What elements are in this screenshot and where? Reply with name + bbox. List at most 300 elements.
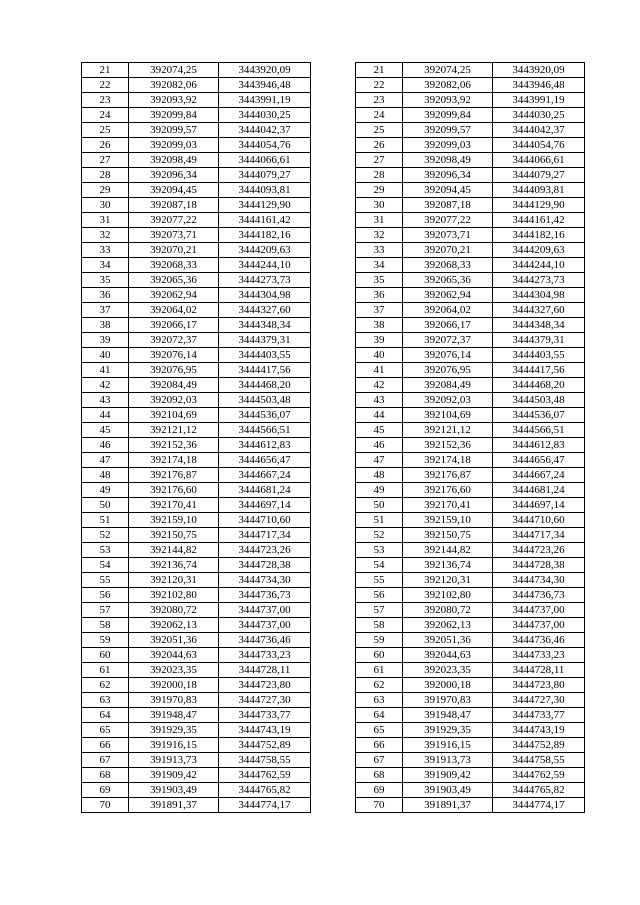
x-coordinate-cell: 392092,03 (403, 393, 493, 408)
table-row (82, 453, 585, 468)
table-row (82, 663, 585, 678)
column-gap (311, 618, 356, 633)
x-coordinate-cell: 392065,36 (403, 273, 493, 288)
point-number-cell: 65 (356, 723, 403, 738)
point-number-cell: 58 (82, 618, 129, 633)
y-coordinate-cell: 3444717,34 (219, 528, 311, 543)
x-coordinate-cell: 392066,17 (403, 318, 493, 333)
x-coordinate-cell: 392000,18 (129, 678, 219, 693)
column-gap (311, 558, 356, 573)
table-row (82, 288, 585, 303)
point-number-cell: 43 (356, 393, 403, 408)
table-row (82, 678, 585, 693)
x-coordinate-cell: 391909,42 (129, 768, 219, 783)
x-coordinate-cell: 391903,49 (403, 783, 493, 798)
table-row (82, 393, 585, 408)
x-coordinate-cell: 392176,60 (403, 483, 493, 498)
x-coordinate-cell: 392051,36 (129, 633, 219, 648)
y-coordinate-cell: 3444093,81 (493, 183, 585, 198)
y-coordinate-cell: 3444503,48 (493, 393, 585, 408)
x-coordinate-cell: 392093,92 (129, 93, 219, 108)
point-number-cell: 26 (82, 138, 129, 153)
x-coordinate-cell: 392094,45 (129, 183, 219, 198)
point-number-cell: 47 (356, 453, 403, 468)
y-coordinate-cell: 3443991,19 (219, 93, 311, 108)
y-coordinate-cell: 3444093,81 (219, 183, 311, 198)
point-number-cell: 59 (82, 633, 129, 648)
point-number-cell: 51 (356, 513, 403, 528)
x-coordinate-cell: 392044,63 (129, 648, 219, 663)
point-number-cell: 48 (356, 468, 403, 483)
x-coordinate-cell: 392084,49 (129, 378, 219, 393)
y-coordinate-cell: 3444348,34 (219, 318, 311, 333)
point-number-cell: 53 (82, 543, 129, 558)
column-gap (311, 498, 356, 513)
point-number-cell: 70 (82, 798, 129, 813)
table-row (82, 513, 585, 528)
column-gap (311, 348, 356, 363)
table-row (82, 783, 585, 798)
point-number-cell: 56 (82, 588, 129, 603)
y-coordinate-cell: 3444765,82 (219, 783, 311, 798)
point-number-cell: 49 (82, 483, 129, 498)
x-coordinate-cell: 392072,37 (129, 333, 219, 348)
y-coordinate-cell: 3444403,55 (493, 348, 585, 363)
column-gap (311, 63, 356, 78)
point-number-cell: 69 (82, 783, 129, 798)
point-number-cell: 38 (356, 318, 403, 333)
table-row (82, 228, 585, 243)
x-coordinate-cell: 392099,57 (129, 123, 219, 138)
point-number-cell: 66 (82, 738, 129, 753)
x-coordinate-cell: 392174,18 (403, 453, 493, 468)
x-coordinate-cell: 391909,42 (403, 768, 493, 783)
x-coordinate-cell: 392176,87 (129, 468, 219, 483)
point-number-cell: 55 (356, 573, 403, 588)
y-coordinate-cell: 3444566,51 (219, 423, 311, 438)
point-number-cell: 46 (356, 438, 403, 453)
x-coordinate-cell: 392170,41 (129, 498, 219, 513)
x-coordinate-cell: 392098,49 (403, 153, 493, 168)
x-coordinate-cell: 392082,06 (403, 78, 493, 93)
x-coordinate-cell: 392104,69 (129, 408, 219, 423)
point-number-cell: 68 (356, 768, 403, 783)
table-row (82, 618, 585, 633)
table-row (82, 108, 585, 123)
point-number-cell: 24 (82, 108, 129, 123)
column-gap (311, 153, 356, 168)
point-number-cell: 54 (356, 558, 403, 573)
y-coordinate-cell: 3444736,73 (493, 588, 585, 603)
y-coordinate-cell: 3444774,17 (493, 798, 585, 813)
column-gap (311, 228, 356, 243)
x-coordinate-cell: 392098,49 (129, 153, 219, 168)
table-row (82, 138, 585, 153)
point-number-cell: 67 (356, 753, 403, 768)
column-gap (311, 513, 356, 528)
y-coordinate-cell: 3444417,56 (493, 363, 585, 378)
column-gap (311, 798, 356, 813)
y-coordinate-cell: 3444736,73 (219, 588, 311, 603)
point-number-cell: 31 (356, 213, 403, 228)
x-coordinate-cell: 391913,73 (129, 753, 219, 768)
table-row (82, 603, 585, 618)
column-gap (311, 183, 356, 198)
y-coordinate-cell: 3444733,23 (219, 648, 311, 663)
point-number-cell: 63 (82, 693, 129, 708)
x-coordinate-cell: 392068,33 (129, 258, 219, 273)
x-coordinate-cell: 392051,36 (403, 633, 493, 648)
table-row (82, 168, 585, 183)
table-row (82, 273, 585, 288)
point-number-cell: 44 (82, 408, 129, 423)
x-coordinate-cell: 392076,14 (403, 348, 493, 363)
point-number-cell: 22 (82, 78, 129, 93)
y-coordinate-cell: 3444066,61 (493, 153, 585, 168)
point-number-cell: 35 (82, 273, 129, 288)
y-coordinate-cell: 3444656,47 (219, 453, 311, 468)
y-coordinate-cell: 3444182,16 (493, 228, 585, 243)
y-coordinate-cell: 3444733,77 (493, 708, 585, 723)
column-gap (311, 318, 356, 333)
table-row (82, 738, 585, 753)
y-coordinate-cell: 3444723,26 (493, 543, 585, 558)
column-gap (311, 753, 356, 768)
table-row (82, 498, 585, 513)
y-coordinate-cell: 3444728,11 (493, 663, 585, 678)
x-coordinate-cell: 392023,35 (403, 663, 493, 678)
y-coordinate-cell: 3444717,34 (493, 528, 585, 543)
x-coordinate-cell: 392159,10 (129, 513, 219, 528)
x-coordinate-cell: 392136,74 (403, 558, 493, 573)
x-coordinate-cell: 392099,57 (403, 123, 493, 138)
y-coordinate-cell: 3444273,73 (493, 273, 585, 288)
point-number-cell: 31 (82, 213, 129, 228)
y-coordinate-cell: 3444752,89 (219, 738, 311, 753)
x-coordinate-cell: 391970,83 (129, 693, 219, 708)
point-number-cell: 70 (356, 798, 403, 813)
point-number-cell: 61 (356, 663, 403, 678)
table-row (82, 648, 585, 663)
y-coordinate-cell: 3444765,82 (493, 783, 585, 798)
column-gap (311, 708, 356, 723)
y-coordinate-cell: 3444079,27 (219, 168, 311, 183)
column-gap (311, 543, 356, 558)
table-row (82, 798, 585, 813)
x-coordinate-cell: 392084,49 (403, 378, 493, 393)
point-number-cell: 23 (82, 93, 129, 108)
x-coordinate-cell: 392120,31 (129, 573, 219, 588)
y-coordinate-cell: 3444697,14 (219, 498, 311, 513)
column-gap (311, 483, 356, 498)
table-row (82, 63, 585, 78)
x-coordinate-cell: 391929,35 (403, 723, 493, 738)
y-coordinate-cell: 3444066,61 (219, 153, 311, 168)
y-coordinate-cell: 3444667,24 (493, 468, 585, 483)
table-row (82, 78, 585, 93)
x-coordinate-cell: 391891,37 (129, 798, 219, 813)
y-coordinate-cell: 3444536,07 (219, 408, 311, 423)
x-coordinate-cell: 392152,36 (129, 438, 219, 453)
y-coordinate-cell: 3443920,09 (493, 63, 585, 78)
x-coordinate-cell: 392080,72 (403, 603, 493, 618)
x-coordinate-cell: 392062,13 (129, 618, 219, 633)
y-coordinate-cell: 3444348,34 (493, 318, 585, 333)
y-coordinate-cell: 3444379,31 (219, 333, 311, 348)
point-number-cell: 41 (356, 363, 403, 378)
point-number-cell: 69 (356, 783, 403, 798)
point-number-cell: 33 (82, 243, 129, 258)
point-number-cell: 29 (356, 183, 403, 198)
point-number-cell: 46 (82, 438, 129, 453)
point-number-cell: 42 (356, 378, 403, 393)
point-number-cell: 56 (356, 588, 403, 603)
x-coordinate-cell: 392150,75 (129, 528, 219, 543)
y-coordinate-cell: 3444327,60 (219, 303, 311, 318)
column-gap (311, 678, 356, 693)
x-coordinate-cell: 392096,34 (129, 168, 219, 183)
column-gap (311, 423, 356, 438)
y-coordinate-cell: 3444736,46 (219, 633, 311, 648)
y-coordinate-cell: 3444762,59 (219, 768, 311, 783)
point-number-cell: 45 (82, 423, 129, 438)
column-gap (311, 528, 356, 543)
column-gap (311, 123, 356, 138)
table-row (82, 333, 585, 348)
point-number-cell: 38 (82, 318, 129, 333)
x-coordinate-cell: 392092,03 (129, 393, 219, 408)
point-number-cell: 40 (82, 348, 129, 363)
x-coordinate-cell: 391916,15 (403, 738, 493, 753)
y-coordinate-cell: 3444161,42 (219, 213, 311, 228)
y-coordinate-cell: 3444758,55 (219, 753, 311, 768)
point-number-cell: 26 (356, 138, 403, 153)
point-number-cell: 52 (356, 528, 403, 543)
table-row (82, 768, 585, 783)
point-number-cell: 42 (82, 378, 129, 393)
x-coordinate-cell: 392062,13 (403, 618, 493, 633)
x-coordinate-cell: 392144,82 (403, 543, 493, 558)
x-coordinate-cell: 391948,47 (129, 708, 219, 723)
column-gap (311, 723, 356, 738)
point-number-cell: 59 (356, 633, 403, 648)
point-number-cell: 25 (82, 123, 129, 138)
point-number-cell: 48 (82, 468, 129, 483)
point-number-cell: 34 (82, 258, 129, 273)
point-number-cell: 51 (82, 513, 129, 528)
x-coordinate-cell: 391948,47 (403, 708, 493, 723)
y-coordinate-cell: 3444728,38 (493, 558, 585, 573)
point-number-cell: 21 (82, 63, 129, 78)
column-gap (311, 138, 356, 153)
point-number-cell: 30 (82, 198, 129, 213)
y-coordinate-cell: 3444129,90 (493, 198, 585, 213)
table-row (82, 423, 585, 438)
x-coordinate-cell: 392099,03 (129, 138, 219, 153)
table-row (82, 258, 585, 273)
y-coordinate-cell: 3444244,10 (493, 258, 585, 273)
y-coordinate-cell: 3444379,31 (493, 333, 585, 348)
y-coordinate-cell: 3444697,14 (493, 498, 585, 513)
x-coordinate-cell: 392062,94 (403, 288, 493, 303)
table-row (82, 123, 585, 138)
point-number-cell: 32 (356, 228, 403, 243)
point-number-cell: 60 (356, 648, 403, 663)
y-coordinate-cell: 3444733,77 (219, 708, 311, 723)
y-coordinate-cell: 3444503,48 (219, 393, 311, 408)
column-gap (311, 288, 356, 303)
table-row (82, 93, 585, 108)
table-row (82, 378, 585, 393)
y-coordinate-cell: 3444161,42 (493, 213, 585, 228)
column-gap (311, 693, 356, 708)
x-coordinate-cell: 392087,18 (403, 198, 493, 213)
point-number-cell: 43 (82, 393, 129, 408)
x-coordinate-cell: 391929,35 (129, 723, 219, 738)
x-coordinate-cell: 392099,84 (403, 108, 493, 123)
column-gap (311, 108, 356, 123)
x-coordinate-cell: 392150,75 (403, 528, 493, 543)
x-coordinate-cell: 392080,72 (129, 603, 219, 618)
y-coordinate-cell: 3444743,19 (493, 723, 585, 738)
point-number-cell: 50 (82, 498, 129, 513)
x-coordinate-cell: 392073,71 (403, 228, 493, 243)
x-coordinate-cell: 392093,92 (403, 93, 493, 108)
column-gap (311, 663, 356, 678)
point-number-cell: 36 (82, 288, 129, 303)
y-coordinate-cell: 3444681,24 (493, 483, 585, 498)
x-coordinate-cell: 392087,18 (129, 198, 219, 213)
y-coordinate-cell: 3444417,56 (219, 363, 311, 378)
point-number-cell: 52 (82, 528, 129, 543)
x-coordinate-cell: 392074,25 (403, 63, 493, 78)
x-coordinate-cell: 392102,80 (403, 588, 493, 603)
y-coordinate-cell: 3444728,38 (219, 558, 311, 573)
table-row (82, 183, 585, 198)
x-coordinate-cell: 392076,95 (129, 363, 219, 378)
y-coordinate-cell: 3444737,00 (493, 618, 585, 633)
y-coordinate-cell: 3443991,19 (493, 93, 585, 108)
table-row (82, 483, 585, 498)
y-coordinate-cell: 3443946,48 (219, 78, 311, 93)
y-coordinate-cell: 3444681,24 (219, 483, 311, 498)
point-number-cell: 64 (356, 708, 403, 723)
column-gap (311, 573, 356, 588)
x-coordinate-cell: 392082,06 (129, 78, 219, 93)
x-coordinate-cell: 392068,33 (403, 258, 493, 273)
y-coordinate-cell: 3444536,07 (493, 408, 585, 423)
column-gap (311, 168, 356, 183)
x-coordinate-cell: 392176,60 (129, 483, 219, 498)
y-coordinate-cell: 3444468,20 (493, 378, 585, 393)
column-gap (311, 258, 356, 273)
y-coordinate-cell: 3444030,25 (493, 108, 585, 123)
y-coordinate-cell: 3444129,90 (219, 198, 311, 213)
point-number-cell: 66 (356, 738, 403, 753)
table-row (82, 558, 585, 573)
x-coordinate-cell: 392121,12 (129, 423, 219, 438)
x-coordinate-cell: 392064,02 (129, 303, 219, 318)
table-row (82, 543, 585, 558)
y-coordinate-cell: 3444042,37 (493, 123, 585, 138)
point-number-cell: 53 (356, 543, 403, 558)
column-gap (311, 468, 356, 483)
table-row (82, 633, 585, 648)
y-coordinate-cell: 3444727,30 (219, 693, 311, 708)
point-number-cell: 21 (356, 63, 403, 78)
point-number-cell: 34 (356, 258, 403, 273)
x-coordinate-cell: 392076,14 (129, 348, 219, 363)
table-row (82, 213, 585, 228)
column-gap (311, 303, 356, 318)
column-gap (311, 363, 356, 378)
table-row (82, 198, 585, 213)
column-gap (311, 768, 356, 783)
x-coordinate-cell: 392174,18 (129, 453, 219, 468)
point-number-cell: 41 (82, 363, 129, 378)
column-gap (311, 393, 356, 408)
column-gap (311, 378, 356, 393)
y-coordinate-cell: 3444403,55 (219, 348, 311, 363)
x-coordinate-cell: 391970,83 (403, 693, 493, 708)
x-coordinate-cell: 392176,87 (403, 468, 493, 483)
point-number-cell: 62 (82, 678, 129, 693)
column-gap (311, 783, 356, 798)
column-gap (311, 648, 356, 663)
point-number-cell: 37 (356, 303, 403, 318)
x-coordinate-cell: 392000,18 (403, 678, 493, 693)
x-coordinate-cell: 392144,82 (129, 543, 219, 558)
column-gap (311, 93, 356, 108)
y-coordinate-cell: 3444054,76 (493, 138, 585, 153)
y-coordinate-cell: 3444079,27 (493, 168, 585, 183)
point-number-cell: 22 (356, 78, 403, 93)
point-number-cell: 54 (82, 558, 129, 573)
point-number-cell: 27 (356, 153, 403, 168)
y-coordinate-cell: 3444054,76 (219, 138, 311, 153)
table-row (82, 408, 585, 423)
x-coordinate-cell: 392023,35 (129, 663, 219, 678)
x-coordinate-cell: 392099,84 (129, 108, 219, 123)
y-coordinate-cell: 3444327,60 (493, 303, 585, 318)
y-coordinate-cell: 3444727,30 (493, 693, 585, 708)
y-coordinate-cell: 3444728,11 (219, 663, 311, 678)
x-coordinate-cell: 392099,03 (403, 138, 493, 153)
column-gap (311, 213, 356, 228)
y-coordinate-cell: 3443946,48 (493, 78, 585, 93)
y-coordinate-cell: 3444667,24 (219, 468, 311, 483)
x-coordinate-cell: 392073,71 (129, 228, 219, 243)
y-coordinate-cell: 3444743,19 (219, 723, 311, 738)
column-gap (311, 333, 356, 348)
point-number-cell: 45 (356, 423, 403, 438)
table-row (82, 753, 585, 768)
x-coordinate-cell: 391916,15 (129, 738, 219, 753)
column-gap (311, 633, 356, 648)
y-coordinate-cell: 3444737,00 (493, 603, 585, 618)
x-coordinate-cell: 392074,25 (129, 63, 219, 78)
y-coordinate-cell: 3443920,09 (219, 63, 311, 78)
x-coordinate-cell: 391891,37 (403, 798, 493, 813)
point-number-cell: 67 (82, 753, 129, 768)
y-coordinate-cell: 3444774,17 (219, 798, 311, 813)
point-number-cell: 61 (82, 663, 129, 678)
y-coordinate-cell: 3444304,98 (219, 288, 311, 303)
point-number-cell: 50 (356, 498, 403, 513)
point-number-cell: 33 (356, 243, 403, 258)
x-coordinate-cell: 392094,45 (403, 183, 493, 198)
x-coordinate-cell: 392044,63 (403, 648, 493, 663)
